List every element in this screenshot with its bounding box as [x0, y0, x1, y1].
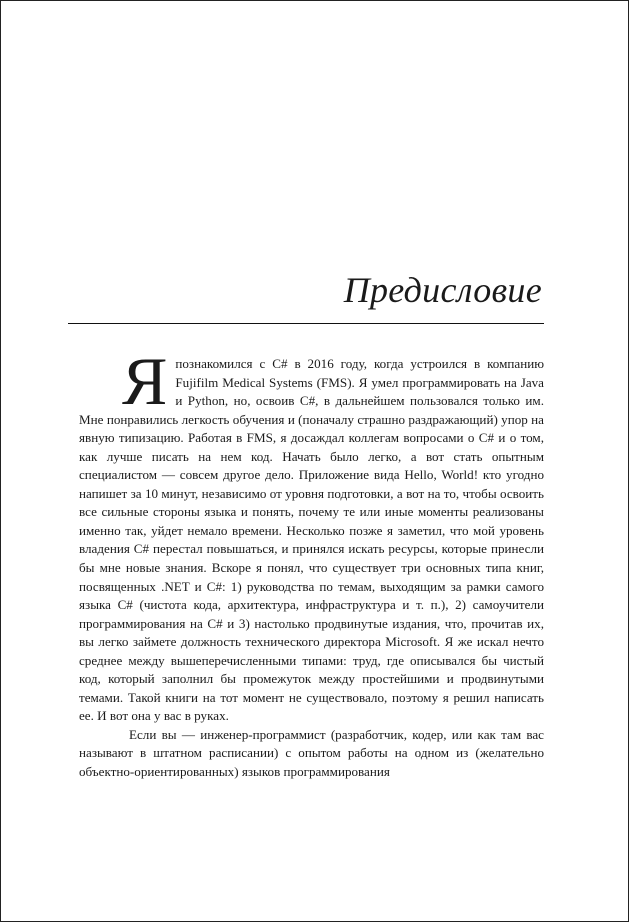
- body-text: [79, 343, 544, 782]
- title-rule: [68, 323, 544, 324]
- paragraph-1: [79, 343, 544, 726]
- drop-cap: Я: [122, 343, 168, 419]
- chapter-title: Предисловие: [343, 270, 542, 310]
- paragraph-1-text: познакомился с C# в 2016 году, когда устроился в компанию Fujifilm Medical Systems (FMS). Я умел программировать на Java и Python, но, освоив C#, в дальнейшем пользовался только им. Мне понравились легкость обучения и (поначалу страшно раздражающий) упор на явную типизацию. Работая в FMS, я досаждал коллегам вопросами о C# и о том, как лучше писать на нем код. Начать было легко, а вот стать опытным специалистом — совсем другое дело. Приложение вида Hello, World! кто угодно напишет за 10 минут, независимо от уровня подготовки, а вот на то, чтобы освоить все сильные стороны языка и понять, почему те или иные моменты реализованы именно так, уйдет немало времени. Несколько позже я заметил, что мой уровень владения C# перестал повышаться, и принялся искать ресурсы, которые принесли бы мне новые знания. Вскоре я понял, что существует три основных типа книг, посвященных .NET и C#: 1) руководства по темам, выходящим за рамки самого языка C# (чистота кода, архитектура, инфраструктура и т. п.), 2) самоучители программирования на C# и 3) настолько продвинутые издания, что, прочитав их, вы легко займете должность технического директора Microsoft. Я же искал нечто среднее между вышеперечисленными типами: труд, где описывался бы чистый код, который заполнил бы промежуток между простейшими и продвинутыми темами. Такой книги на тот момент не существовало, поэтому я решил написать ее. И вот она у вас в руках.: [79, 356, 544, 724]
- paragraph-2: Если вы — инженер-программист (разработчик, кодер, или как там вас называют в штатном расписании) с опытом работы на одном из (желательно объектно-ориентированных) языков программирования: [79, 726, 544, 780]
